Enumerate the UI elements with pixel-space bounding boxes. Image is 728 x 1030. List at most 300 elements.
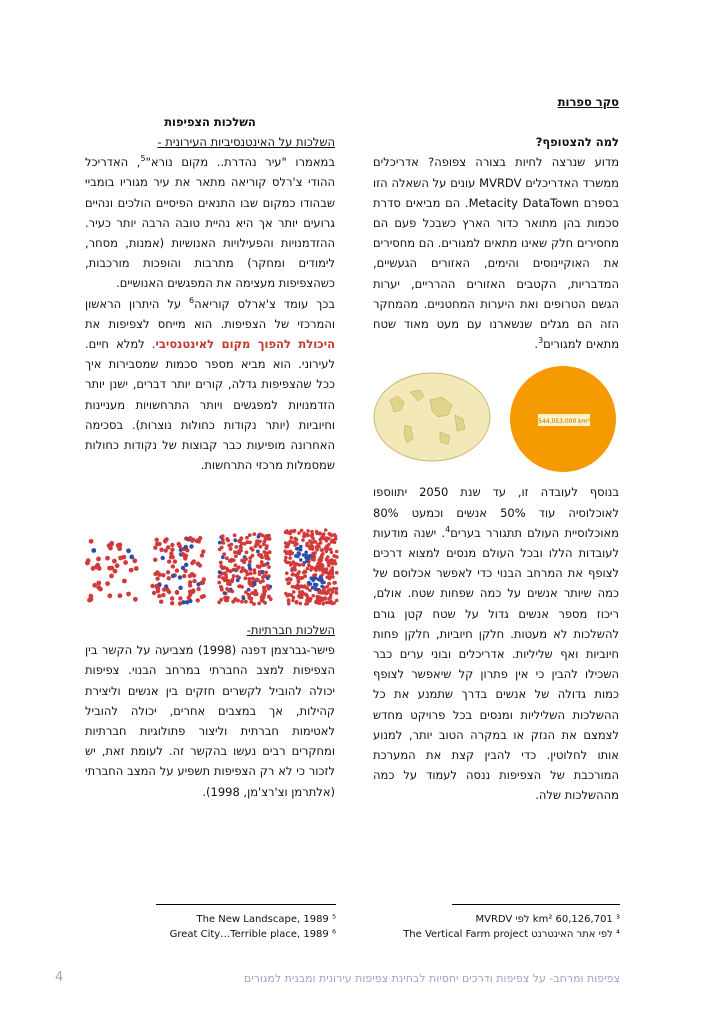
density-dot bbox=[170, 596, 174, 600]
density-dot bbox=[133, 597, 138, 602]
density-dot bbox=[230, 580, 234, 584]
density-dot bbox=[161, 573, 165, 577]
density-dot bbox=[237, 549, 241, 553]
density-dot bbox=[322, 532, 326, 536]
density-dot bbox=[329, 600, 333, 604]
density-dot bbox=[244, 557, 248, 561]
density-dot bbox=[91, 548, 96, 553]
density-dot bbox=[318, 598, 322, 602]
density-dot bbox=[190, 561, 194, 565]
density-dot bbox=[217, 600, 221, 604]
density-dot bbox=[155, 538, 159, 542]
density-dot bbox=[171, 564, 175, 568]
density-dot bbox=[126, 548, 131, 553]
density-dot bbox=[218, 541, 222, 545]
density-dot bbox=[184, 545, 188, 549]
density-dot bbox=[266, 554, 270, 558]
density-dot bbox=[245, 551, 249, 555]
density-dot bbox=[175, 591, 179, 595]
density-dot bbox=[294, 554, 298, 558]
density-dot bbox=[335, 550, 339, 554]
paragraph-mvrdv: מדוע שנרצה לחיות בצורה צפופה? אדריכלים ממשרד האדריכלים MVRDV עונים על השאלה הזו בספרם Metacity DataTown. הם מביאים סדרת סכמות בהן מתואר כדור הארץ כשבכל פעם הם מחסירים חלק שאינו מתאים למגורים. הם מחסירים את האוקיינוסים והימים, האזורים הגעשיים, המדבריות, הקטבים האזורים ההרריים, יערות הגשם הטרופים ואת היערות המחטניים. מהמחקר הזה הם מגלים שנשארנו עם מעט מאוד שטח מתאים למגורים$^3$. bbox=[373, 155, 619, 352]
social-heading: השלכות חברתיות- bbox=[246, 623, 335, 637]
density-dot bbox=[122, 555, 127, 560]
density-dot bbox=[115, 563, 120, 568]
density-dot bbox=[299, 602, 303, 606]
footnote-rule-right bbox=[452, 904, 620, 905]
density-dot bbox=[291, 572, 295, 576]
density-dot bbox=[287, 599, 291, 603]
page-number: 4 bbox=[55, 970, 64, 985]
habitable-area-circle bbox=[508, 364, 618, 474]
density-dot bbox=[293, 529, 297, 533]
density-dot bbox=[129, 555, 134, 560]
density-schemes bbox=[84, 527, 339, 607]
density-dot bbox=[122, 579, 127, 584]
density-dot bbox=[107, 593, 112, 598]
density-dot bbox=[253, 581, 257, 585]
density-dot bbox=[167, 559, 171, 563]
density-dot bbox=[105, 556, 110, 561]
density-dot bbox=[293, 585, 297, 589]
density-dot bbox=[200, 553, 204, 557]
density-dot bbox=[218, 575, 222, 579]
density-dot bbox=[166, 570, 170, 574]
density-dot bbox=[318, 532, 322, 536]
density-dot bbox=[333, 533, 337, 537]
density-dot bbox=[247, 596, 251, 600]
density-dot bbox=[288, 556, 292, 560]
density-dot bbox=[286, 545, 290, 549]
density-dot bbox=[261, 575, 265, 579]
density-dot bbox=[313, 555, 317, 559]
density-dot bbox=[329, 548, 333, 552]
density-dot bbox=[291, 562, 295, 566]
density-dot bbox=[170, 601, 174, 605]
area-label: 544,053,000 km² bbox=[538, 418, 590, 425]
density-dot bbox=[218, 570, 222, 574]
density-dot bbox=[182, 574, 186, 578]
density-dot bbox=[306, 529, 310, 533]
density-dot bbox=[234, 554, 238, 558]
density-dot bbox=[284, 556, 288, 560]
paragraph-social: פישר-גברצמן דפנה (1998) מצביעה על הקשר בין הצפיפות למצב החברתי במרחב הבנוי. צפיפות יכולה להוביל לקשרים חזקים בין אנשים וליצירת קהילות, אך במצבים אחרים, יכולה להוביל לאטימות חברתית וליצור פתולוגיות חברתיות ומחקרים רבים נעשו בהקשר זה. לעומת זאת, יש לזכור כי לא רק הצפיפות תשפיע על המצב החברתי (אלתרמן וצ'רצ'מן, 1998). bbox=[85, 643, 335, 799]
density-dot bbox=[153, 558, 157, 562]
literature-review-heading: סקר ספרות bbox=[557, 95, 619, 109]
density-dot bbox=[335, 571, 339, 575]
footnote-3: ³ 60,126,701 km² לפי MVRDV bbox=[475, 914, 620, 925]
density-dot bbox=[232, 574, 236, 578]
density-dot bbox=[244, 590, 248, 594]
density-dot bbox=[288, 540, 292, 544]
density-dot bbox=[304, 556, 308, 560]
density-dot bbox=[181, 552, 185, 556]
density-dot bbox=[335, 599, 339, 603]
density-dot bbox=[295, 601, 299, 605]
density-dot bbox=[171, 574, 175, 578]
density-dot bbox=[297, 531, 301, 535]
density-dot bbox=[257, 602, 261, 606]
density-dot bbox=[162, 587, 166, 591]
density-dot bbox=[302, 553, 306, 557]
density-dot bbox=[298, 552, 302, 556]
density-dot bbox=[296, 572, 300, 576]
density-dot bbox=[85, 561, 90, 566]
density-dot bbox=[170, 548, 174, 552]
density-dot bbox=[196, 587, 200, 591]
density-dot bbox=[261, 579, 265, 583]
page-footer: צפיפות ומרחב- על צפיפות ודרכים יחסיות לבחינת צפיפות עירונית ומבנית למגורים bbox=[243, 972, 620, 985]
density-dot bbox=[229, 559, 233, 563]
density-dot bbox=[225, 579, 229, 583]
density-dot bbox=[167, 590, 171, 594]
density-dot bbox=[302, 563, 306, 567]
density-dot bbox=[329, 596, 333, 600]
density-dot bbox=[184, 563, 188, 567]
density-dot bbox=[178, 586, 182, 590]
density-dot bbox=[314, 576, 318, 580]
density-dot bbox=[221, 534, 225, 538]
footnote-6: ⁶ Great City…Terrible place, 1989 bbox=[169, 929, 336, 940]
density-dot bbox=[299, 558, 303, 562]
density-dot bbox=[306, 533, 310, 537]
density-dot bbox=[293, 537, 297, 541]
density-dot bbox=[292, 590, 296, 594]
density-dot bbox=[161, 556, 165, 560]
density-dot bbox=[266, 576, 270, 580]
density-dot bbox=[329, 569, 333, 573]
density-dot bbox=[331, 575, 335, 579]
density-dot bbox=[284, 559, 288, 563]
density-dot bbox=[116, 543, 121, 548]
density-dot bbox=[333, 541, 337, 545]
footnote-4: ⁴ לפי אתר האינטרנט The Vertical Farm project bbox=[403, 929, 620, 940]
density-dot bbox=[229, 547, 233, 551]
density-dot bbox=[225, 598, 229, 602]
density-dot bbox=[318, 562, 322, 566]
density-dot bbox=[230, 543, 234, 547]
density-dot bbox=[202, 577, 206, 581]
density-dot bbox=[123, 560, 128, 565]
density-dot bbox=[247, 577, 251, 581]
density-dot bbox=[248, 541, 252, 545]
density-dot bbox=[284, 541, 288, 545]
density-dot bbox=[225, 556, 229, 560]
density-dot bbox=[321, 598, 325, 602]
density-dot bbox=[188, 583, 192, 587]
density-dot bbox=[314, 584, 318, 588]
density-dot bbox=[308, 599, 312, 603]
density-dot bbox=[96, 557, 101, 562]
density-dot bbox=[173, 559, 177, 563]
density-dot bbox=[248, 566, 252, 570]
density-dot bbox=[327, 543, 331, 547]
world-map-figure bbox=[370, 370, 495, 465]
density-dot bbox=[310, 530, 314, 534]
density-dot bbox=[290, 536, 294, 540]
density-scheme-3 bbox=[216, 531, 274, 607]
density-dot bbox=[112, 559, 117, 564]
density-dot bbox=[150, 584, 154, 588]
density-dot bbox=[310, 541, 314, 545]
density-dot bbox=[153, 572, 157, 576]
density-dot bbox=[252, 532, 256, 536]
density-dot bbox=[314, 600, 318, 604]
density-dot bbox=[311, 594, 315, 598]
density-dot bbox=[305, 559, 309, 563]
density-dot bbox=[251, 577, 255, 581]
density-dot bbox=[331, 590, 335, 594]
density-dot bbox=[89, 597, 94, 602]
density-dot bbox=[126, 592, 131, 597]
density-dot bbox=[192, 579, 196, 583]
density-dot bbox=[196, 598, 200, 602]
density-dot bbox=[107, 566, 112, 571]
left-column bbox=[85, 132, 335, 475]
density-dot bbox=[225, 567, 229, 571]
density-dot bbox=[233, 533, 237, 537]
social-section bbox=[85, 620, 335, 802]
density-dot bbox=[159, 600, 163, 604]
density-dot bbox=[313, 573, 317, 577]
density-dot bbox=[161, 593, 165, 597]
density-dot bbox=[233, 598, 237, 602]
density-dot bbox=[153, 546, 157, 550]
density-dot bbox=[322, 581, 326, 585]
density-dot bbox=[253, 568, 257, 572]
density-dot bbox=[306, 595, 310, 599]
density-dot bbox=[236, 575, 240, 579]
why-dense-heading: למה להצטופף? bbox=[535, 135, 619, 150]
density-dot bbox=[325, 558, 329, 562]
density-dot bbox=[304, 551, 308, 555]
density-dot bbox=[178, 596, 182, 600]
density-dot bbox=[311, 552, 315, 556]
density-dot bbox=[220, 586, 224, 590]
density-dot bbox=[166, 545, 170, 549]
density-dot bbox=[267, 565, 271, 569]
density-dot bbox=[196, 582, 200, 586]
density-dot bbox=[327, 564, 331, 568]
density-dot bbox=[264, 571, 268, 575]
density-dot bbox=[306, 567, 310, 571]
density-dot bbox=[189, 544, 193, 548]
density-dot bbox=[260, 598, 264, 602]
density-scheme-1 bbox=[84, 537, 140, 607]
density-dot bbox=[245, 536, 249, 540]
density-dot bbox=[325, 571, 329, 575]
density-dot bbox=[307, 581, 311, 585]
density-dot bbox=[226, 539, 230, 543]
density-dot bbox=[267, 595, 271, 599]
density-dot bbox=[320, 548, 324, 552]
density-dot bbox=[109, 542, 114, 547]
density-dot bbox=[335, 591, 339, 595]
density-dot bbox=[254, 589, 258, 593]
density-dot bbox=[240, 600, 244, 604]
density-dot bbox=[306, 602, 310, 606]
paragraph-correa-bombay: במאמרו "עיר נהדרת.. מקום נורא"$^5$, האדריכל ההודי צ'רלס קוריאה מתאר את עיר מגוריו בומביי שבהודו כמקום שבו התנאים הפיסיים הולכים ונהיים גרועים יותר אך היא נהיית טובה הרבה יותר כעיר. ההזדמנויות והפעילויות האנושיות (אמנות, מסחר, לימודים ומחקר) מתרבות והופכות מורכבות, כשהצפיפות מעצימה את המפגשים האנושיים. bbox=[85, 154, 335, 291]
density-dot bbox=[178, 575, 182, 579]
density-dot bbox=[322, 588, 326, 592]
density-dot bbox=[291, 599, 295, 603]
density-dot bbox=[320, 585, 324, 589]
density-dot bbox=[217, 581, 221, 585]
density-dot bbox=[321, 564, 325, 568]
density-dot bbox=[301, 538, 305, 542]
density-dot bbox=[319, 541, 323, 545]
density-dot bbox=[300, 529, 304, 533]
density-dot bbox=[244, 600, 248, 604]
density-dot bbox=[243, 569, 247, 573]
density-dot bbox=[302, 532, 306, 536]
density-dot bbox=[332, 554, 336, 558]
density-dot bbox=[286, 581, 290, 585]
density-dot bbox=[319, 537, 323, 541]
footnote-rule-left bbox=[156, 904, 336, 905]
density-dot bbox=[305, 542, 309, 546]
density-dot bbox=[285, 552, 289, 556]
density-dot bbox=[259, 545, 263, 549]
density-dot bbox=[256, 564, 260, 568]
density-dot bbox=[258, 533, 262, 537]
density-dot bbox=[302, 592, 306, 596]
density-dot bbox=[248, 560, 252, 564]
density-dot bbox=[223, 571, 227, 575]
density-dot bbox=[332, 587, 336, 591]
density-dot bbox=[188, 536, 192, 540]
density-dot bbox=[105, 581, 110, 586]
density-dot bbox=[92, 583, 97, 588]
density-dot bbox=[332, 601, 336, 605]
density-dot bbox=[248, 556, 252, 560]
density-dot bbox=[305, 599, 309, 603]
density-dot bbox=[329, 561, 333, 565]
density-dot bbox=[263, 550, 267, 554]
density-dot bbox=[134, 566, 139, 571]
density-dot bbox=[327, 537, 331, 541]
density-dot bbox=[226, 582, 230, 586]
density-dot bbox=[156, 589, 160, 593]
footnote-5: ⁵ The New Landscape, 1989 bbox=[196, 914, 336, 925]
density-dot bbox=[191, 588, 195, 592]
density-dot bbox=[307, 563, 311, 567]
density-dot bbox=[334, 562, 338, 566]
density-dot bbox=[159, 548, 163, 552]
density-dot bbox=[259, 555, 263, 559]
density-dot bbox=[320, 577, 324, 581]
density-dot bbox=[177, 542, 181, 546]
density-dot bbox=[187, 596, 191, 600]
density-dot bbox=[265, 544, 269, 548]
density-dot bbox=[325, 601, 329, 605]
density-dot bbox=[175, 568, 179, 572]
density-dot bbox=[301, 576, 305, 580]
density-dot bbox=[223, 591, 227, 595]
density-dot bbox=[240, 570, 244, 574]
density-dot bbox=[258, 572, 262, 576]
density-dot bbox=[328, 575, 332, 579]
density-dot bbox=[256, 550, 260, 554]
density-dot bbox=[227, 589, 231, 593]
density-dot bbox=[290, 567, 294, 571]
density-dot bbox=[183, 569, 187, 573]
density-scheme-4 bbox=[282, 527, 340, 607]
density-dot bbox=[324, 547, 328, 551]
density-dot bbox=[196, 562, 200, 566]
density-dot bbox=[249, 572, 253, 576]
density-dot bbox=[326, 589, 330, 593]
density-dot bbox=[316, 566, 320, 570]
density-dot bbox=[221, 541, 225, 545]
density-dot bbox=[324, 528, 328, 532]
density-dot bbox=[286, 594, 290, 598]
density-dot bbox=[286, 531, 290, 535]
density-dot bbox=[170, 543, 174, 547]
density-dot bbox=[96, 581, 101, 586]
density-dot bbox=[200, 595, 204, 599]
density-dot bbox=[260, 563, 264, 567]
density-dot bbox=[328, 582, 332, 586]
density-dot bbox=[238, 584, 242, 588]
density-dot bbox=[298, 576, 302, 580]
density-dot bbox=[167, 576, 171, 580]
density-dot bbox=[315, 548, 319, 552]
density-dot bbox=[303, 570, 307, 574]
density-dot bbox=[267, 537, 271, 541]
density-dot bbox=[308, 589, 312, 593]
density-dot bbox=[164, 537, 168, 541]
paragraph-population: בנוסף לעובדה זו, עד שנת 2050 יתווספו לאוכלוסיה עוד 50% אנשים וכמעט 80% מאוכלוסיית העולם תתגורר בערים$^4$. ישנה מודעות לעובדות הללו ובכל העולם מנסים למצוא דרכים לצופף את המרחב הבנוי כדי לאפשר אכלוסם של כמה שיותר אנשים על כמה שפחות שטח. אולם, ריכוז מספר אנשים גדול על שטח קטן גורם להשלכות לא מעטות. חלקן חיוביות, חלקן פחות חיוביות ואף שליליות. אדריכלים ובוני ערים כבר השכילו להבין כי אין פתרון קל שיאפשר לצופף כמות גדולה של אנשים בדרך שתמנע את כל ההשלכות השליליות ומנסים בכל פרויקט מחדש לצמצם את הנזק או במקרה הטוב יותר, למנוע אותו לחלוטין. כדי להבין קצת את המערכת המורכבת של הצפיפות ננסה לעמוד על כמה מההשלכות שלה. bbox=[373, 485, 620, 803]
density-dot bbox=[264, 563, 268, 567]
density-dot bbox=[296, 547, 300, 551]
density-dot bbox=[322, 602, 326, 606]
density-dot bbox=[255, 542, 259, 546]
density-dot bbox=[155, 577, 159, 581]
density-dot bbox=[262, 589, 266, 593]
density-dot bbox=[317, 590, 321, 594]
density-dot bbox=[129, 568, 134, 573]
density-dot bbox=[118, 593, 123, 598]
density-dot bbox=[219, 561, 223, 565]
paragraph-correa-intensity: בכך עומד צ'ארלס קוריאה$^6$ על היתרון הראשון והמרכזי של הצפיפות. הוא מייחס לצפיפות את היכולת להפוך מקום לאינטנסיבי. למלא חיים. לעירוני. הוא מביא מספר סכמות שמסבירות איך ככל שהצפיפות גדלה, קורים יותר דברים, ישנן יותר הזדמנויות למפגשים ויותר התרחשויות מעניינות וחיוביות (יותר נקודות כחולות נוצרות). בסכימה האחרונה מופיעות כבר קבוצות של נקודות כחולות שמסמלות מרכזי התרחשות. bbox=[85, 295, 335, 473]
density-dot bbox=[192, 573, 196, 577]
density-dot bbox=[155, 584, 159, 588]
density-dot bbox=[319, 559, 323, 563]
density-dot bbox=[132, 558, 137, 563]
density-dot bbox=[242, 597, 246, 601]
density-dot bbox=[321, 552, 325, 556]
density-dot bbox=[239, 538, 243, 542]
density-dot bbox=[109, 574, 114, 579]
density-dot bbox=[95, 563, 100, 568]
density-dot bbox=[98, 587, 103, 592]
density-dot bbox=[298, 563, 302, 567]
density-dot bbox=[258, 540, 262, 544]
density-dot bbox=[169, 552, 173, 556]
density-dot bbox=[302, 585, 306, 589]
intensity-heading: השלכות על האינטנסיביות העירונית - bbox=[157, 135, 335, 149]
density-dot bbox=[249, 600, 253, 604]
density-dot bbox=[243, 542, 247, 546]
density-dot bbox=[285, 571, 289, 575]
density-dot bbox=[233, 538, 237, 542]
density-dot bbox=[248, 533, 252, 537]
density-dot bbox=[234, 563, 238, 567]
density-dot bbox=[249, 546, 253, 550]
density-dot bbox=[234, 545, 238, 549]
density-dot bbox=[287, 577, 291, 581]
